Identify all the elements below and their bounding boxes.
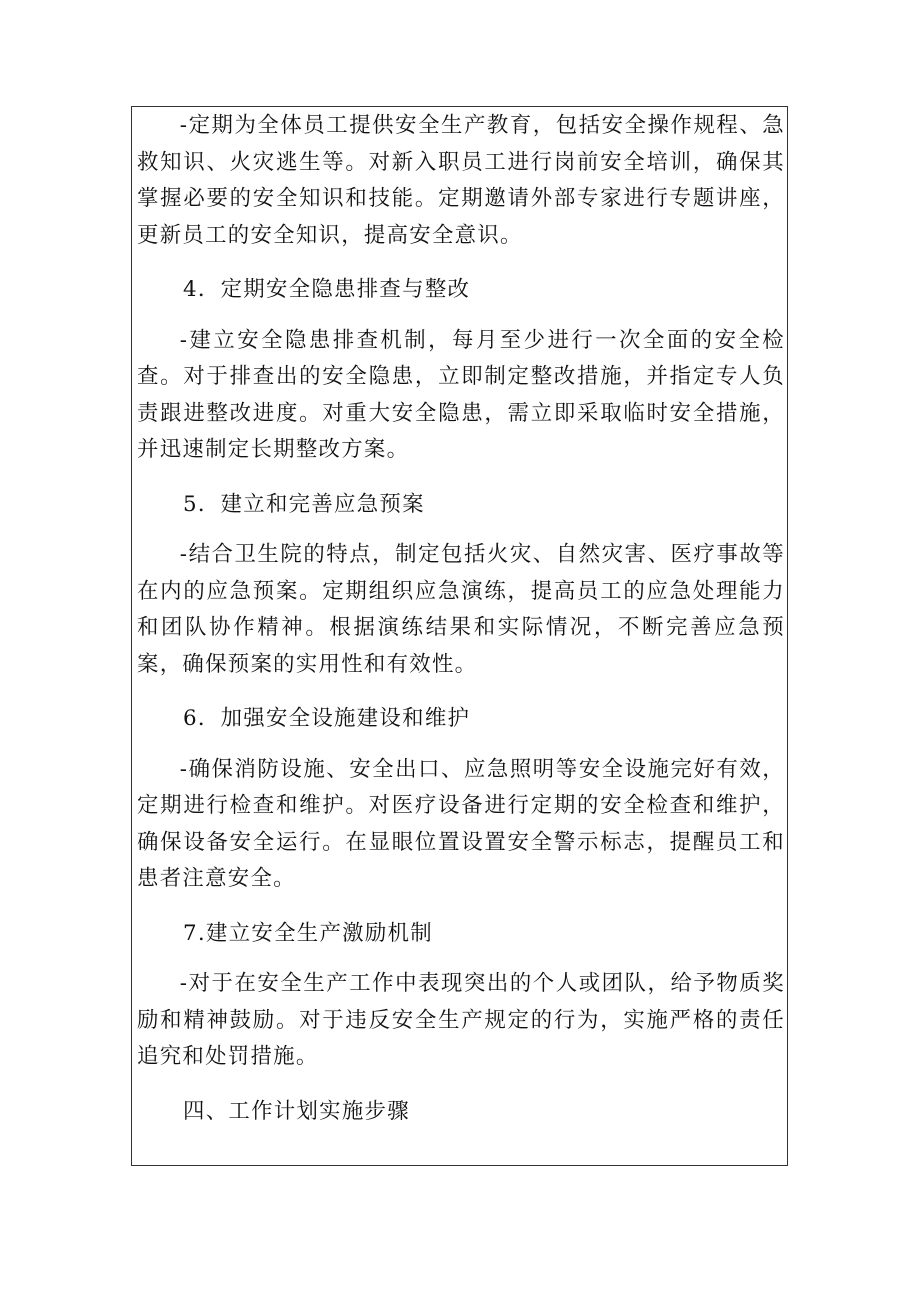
paragraph-safety-facilities: -确保消防设施、安全出口、应急照明等安全设施完好有效，定期进行检查和维护。对医疗设备进行定期的安全检查和维护，确保设备安全运行。在显眼位置设置安全警示标志，提醒员工和患者注意安全。 xyxy=(137,756,785,891)
heading-emergency-plan: 5．建立和完善应急预案 xyxy=(183,491,425,517)
heading-section-four: 四、工作计划实施步骤 xyxy=(183,1098,410,1124)
heading-hazard-inspection: 4．定期安全隐患排查与整改 xyxy=(183,277,471,302)
heading-incentive-mechanism: 7.建立安全生产激励机制 xyxy=(183,920,433,946)
paragraph-hazard-inspection: -建立安全隐患排查机制，每月至少进行一次全面的安全检查。对于排查出的安全隐患，立即制定整改措施，并指定专人负责跟进整改进度。对重大安全隐患，需立即采取临时安全措施，并迅速制定长期整改方案。 xyxy=(137,327,785,462)
paragraph-incentive-mechanism: -对于在安全生产工作中表现突出的个人或团队，给予物质奖励和精神鼓励。对于违反安全生产规定的行为，实施严格的责任追究和处罚措施。 xyxy=(137,971,785,1069)
paragraph-training: -定期为全体员工提供安全生产教育，包括安全操作规程、急救知识、火灾逃生等。对新入职员工进行岗前安全培训，确保其掌握必要的安全知识和技能。定期邀请外部专家进行专题讲座，更新员工的安全知识，提高安全意识。 xyxy=(137,113,785,248)
document-body xyxy=(137,108,785,1130)
heading-safety-facilities: 6．加强安全设施建设和维护 xyxy=(183,706,471,731)
paragraph-emergency-plan: -结合卫生院的特点，制定包括火灾、自然灾害、医疗事故等在内的应急预案。定期组织应急演练，提高员工的应急处理能力和团队协作精神。根据演练结果和实际情况，不断完善应急预案，确保预案的实用性和有效性。 xyxy=(137,542,785,677)
